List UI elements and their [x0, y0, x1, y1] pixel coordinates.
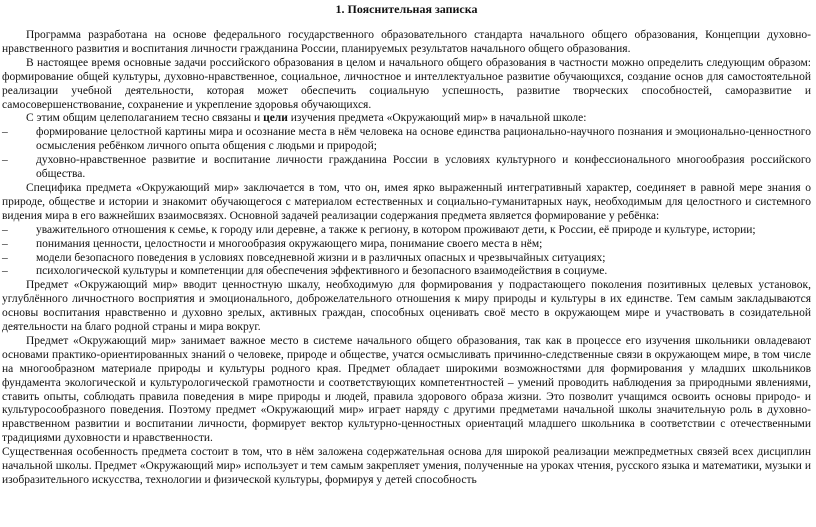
tasks-list	[2, 224, 811, 280]
task-item: – модели безопасного поведения в условиях повседневной жизни и в различных опасных и чрезвычайных ситуациях;	[2, 252, 811, 266]
paragraph-education-tasks: В настоящее время основные задачи российского образования в целом и начального общего образования в частности можно определить следующим образом: формирование общей культуры, духовно-нравственное, социальное, личностное и интеллектуальное развитие обучающихся, создание основ для самостоятельной реализации учебной деятельности, которая может обеспечить социальную успешность, развитие творческих способностей, саморазвитие и самосовершенствование, сохранение и укрепление здоровья обучающихся.	[2, 56, 811, 111]
task-item: – уважительного отношения к семье, к городу или деревне, а также к региону, в котором проживают дети, к России, её природе и культуре, истории;	[2, 224, 811, 238]
document-page	[0, 2, 816, 527]
goal-item: – духовно-нравственное развитие и воспитание личности гражданина России в условиях культурного и конфессионального многообразия российского общества.	[2, 154, 811, 182]
goals-list	[2, 126, 811, 182]
paragraph-goals-intro	[2, 112, 811, 126]
paragraph-value-scale: Предмет «Окружающий мир» вводит ценностную шкалу, необходимую для формирования у подрастающего поколения позитивных целевых установок, углублённого личностного восприятия и эмоционального, доброжелательного отношения к миру природы и культуры в их единстве. Тем самым закладываются основы воспитания нравственно и духовно зрелых, активных граждан, способных оценивать своё место в окружающем мире и участвовать в созидательной деятельности на благо родной страны и мира вокруг.	[2, 279, 811, 334]
paragraph-subject-role: Предмет «Окружающий мир» занимает важное место в системе начального общего образования, так как в процессе его изучения школьники овладевают основами практико-ориентированных знаний о человеке, природе и обществе, учатся осмысливать причинно-следственные связи в окружающем мире, в том числе на многообразном материале природы и культуры родного края. Предмет обладает широкими возможностями для формирования у младших школьников фундамента экологической и культурологической грамотности и соответствующих компетентностей – умений проводить наблюдения за природными явлениями, ставить опыты, соблюдать правила поведения в мире природы и людей, правила здорового образа жизни. Это позволит учащимся освоить основы природо- и культуросообразного поведения. Поэтому предмет «Окружающий мир» играет наряду с другими предметами начальной школы значительную роль в духовно-нравственном развитии и воспитании личности, формирует вектор культурно-ценностных ориентаций младшего школьника в соответствии с отечественными традициями духовности и нравственности.	[2, 334, 811, 445]
paragraph-interdisciplinary: Существенная особенность предмета состоит в том, что в нём заложена содержательная основа для широкой реализации межпредметных связей всех дисциплин начальной школы. Предмет «Окружающий мир» использует и тем самым закрепляет умения, полученные на уроках чтения, русского языка и математики, музыки и изобразительного искусства, технологии и физической культуры, формируя у детей способность	[2, 446, 811, 486]
goal-item: – формирование целостной картины мира и осознание места в нём человека на основе единства рационально-научного познания и эмоционально-ценностного осмысления ребёнком личного опыта общения с людьми и природой;	[2, 126, 811, 154]
goals-intro-text: С этим общим целеполаганием тесно связаны и	[26, 112, 264, 125]
goals-intro-text-end: изучения предмета «Окружающий мир» в начальной школе:	[287, 112, 587, 125]
task-item: – понимания ценности, целостности и многообразия окружающего мира, понимание своего места в нём;	[2, 238, 811, 252]
document-title: 1. Пояснительная записка	[335, 2, 478, 16]
paragraph-subject-specifics: Специфика предмета «Окружающий мир» заключается в том, что он, имея ярко выраженный интегративный характер, соединяет в равной мере знания о природе, обществе и истории и знакомит обучающегося с материалом естественных и социально-гуманитарных наук, необходимым для целостного и системного видения мира в его важнейших взаимосвязях. Основной задачей реализации содержания предмета является формирование у ребёнка:	[2, 181, 811, 222]
paragraph-basis: Программа разработана на основе федерального государственного образовательного стандарта начального общего образования, Концепции духовно-нравственного развития и воспитания личности гражданина России, планируемых результатов начального общего образования.	[2, 29, 811, 55]
task-item: – психологической культуры и компетенции для обеспечения эффективного и безопасного взаимодействия в социуме.	[2, 265, 811, 279]
goals-intro-bold: цели	[263, 112, 288, 125]
